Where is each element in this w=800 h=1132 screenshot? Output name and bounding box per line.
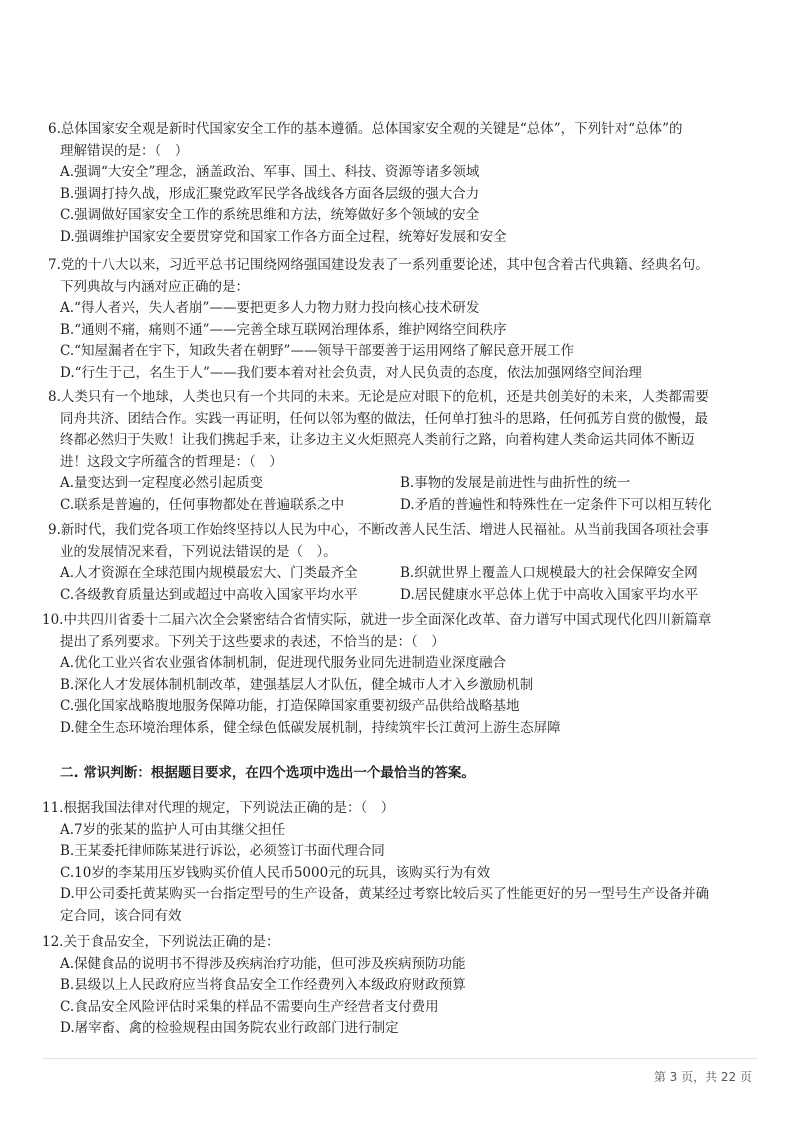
option-d: D.居民健康水平总体上优于中高收入国家平均水平 — [400, 586, 699, 603]
question-stem: 进！这段文字所蕴含的哲理是：（ ） — [60, 453, 283, 470]
option-d: D.屠宰畜、禽的检验规程由国务院农业行政部门进行制定 — [60, 1020, 399, 1036]
option-c: C.强化国家战略腹地服务保障功能，打造保障国家重要初级产品供给战略基地 — [60, 698, 520, 714]
option-a: A.强调“大安全”理念，涵盖政治、军事、国土、科技、资源等诸多领域 — [60, 164, 480, 180]
footer-divider — [42, 1058, 758, 1059]
question-stem: 7.党的十八大以来，习近平总书记围绕网络强国建设发表了一系列重要论述，其中包含着古代典籍、经典名句。 — [48, 257, 709, 273]
option-c: C.联系是普遍的，任何事物都处在普遍联系之中 — [60, 496, 345, 513]
option-a: A.优化工业兴省农业强省体制机制，促进现代服务业同先进制造业深度融合 — [60, 655, 507, 671]
option-a: A.保健食品的说明书不得涉及疾病治疗功能，但可涉及疾病预防功能 — [60, 955, 466, 972]
option-row — [42, 563, 762, 585]
question-10 — [42, 610, 762, 739]
question-8 — [42, 387, 762, 516]
option-c: C.“知屋漏者在宇下，知政失者在朝野”——领导干部要善于运用网络了解民意开展工作 — [60, 343, 574, 359]
question-stem: 8.人类只有一个地球，人类也只有一个共同的未来。无论是应对眼下的危机，还是共创美好的未来，人类都需要 — [48, 389, 709, 405]
option-b: B.织就世界上覆盖人口规模最大的社会保障安全网 — [400, 565, 698, 581]
question-6 — [42, 119, 762, 248]
option-a: A.7岁的张某的监护人可由其继父担任 — [60, 821, 286, 838]
option-b: B.强调打持久战，形成汇聚党政军民学各战线各方面各层级的强大合力 — [60, 185, 480, 202]
option-c: C.食品安全风险评估时采集的样品不需要向生产经营者支付费用 — [60, 998, 439, 1015]
option-c: C.强调做好国家安全工作的系统思维和方法，统筹做好多个领域的安全 — [60, 207, 480, 223]
option-d: D.健全生态环境治理体系，健全绿色低碳发展机制，持续筑牢长江黄河上游生态屏障 — [60, 719, 561, 736]
question-stem: 同舟共济、团结合作。实践一再证明，任何以邻为壑的做法，任何单打独斗的思路，任何孤芳自赏的傲慢，最 — [60, 410, 708, 427]
question-stem: 6.总体国家安全观是新时代国家安全工作的基本遵循。总体国家安全观的关键是“总体”，下列针对“总体”的 — [48, 121, 683, 137]
question-11 — [42, 798, 762, 927]
option-row — [42, 495, 762, 517]
page-number: 第 3 页，共 22 页 — [653, 1070, 752, 1084]
option-d-continued: 定合同，该合同有效 — [60, 907, 182, 924]
option-d: D.强调维护国家安全要贯穿党和国家工作各方面全过程，统筹好发展和安全 — [60, 228, 507, 245]
section-heading: 二. 常识判断：根据题目要求，在四个选项中选出一个最恰当的答案。 — [60, 765, 475, 781]
question-stem: 终都必然归于失败！让我们携起手来，让多边主义火炬照亮人类前行之路，向着构建人类命运共同体不断迈 — [60, 432, 695, 448]
question-stem: 9.新时代，我们党各项工作始终坚持以人民为中心，不断改善人民生活、增进人民福祉。从当前我国各项社会事 — [48, 522, 709, 538]
option-d: D.甲公司委托黄某购买一台指定型号的生产设备，黄某经过考察比较后买了性能更好的另一型号生产设备并确 — [60, 886, 710, 902]
question-12 — [42, 932, 762, 1040]
option-a: A.量变达到一定程度必然引起质变 — [60, 475, 264, 491]
question-stem: 10.中共四川省委十二届六次全会紧密结合省情实际，就进一步全面深化改革、奋力谱写中国式现代化四川新篇章 — [42, 612, 712, 628]
option-b: B.深化人才发展体制机制改革，建强基层人才队伍，健全城市人才入乡激励机制 — [60, 676, 534, 693]
question-stem: 提出了系列要求。下列关于这些要求的表述，不恰当的是：（ ） — [60, 633, 445, 650]
option-c: C.各级教育质量达到或超过中高收入国家平均水平 — [60, 586, 358, 603]
option-a: A.人才资源在全球范围内规模最宏大、门类最齐全 — [60, 565, 358, 581]
option-a: A.“得人者兴，失人者崩”——要把更多人力物力财力投向核心技术研发 — [60, 300, 480, 316]
question-9 — [42, 520, 762, 606]
option-row — [42, 585, 762, 607]
question-stem: 12.关于食品安全，下列说法正确的是： — [42, 934, 280, 950]
option-b: B.县级以上人民政府应当将食品安全工作经费列入本级政府财政预算 — [60, 977, 466, 993]
question-7 — [42, 255, 762, 384]
question-stem: 业的发展情况来看，下列说法错误的是（ ）。 — [60, 543, 337, 560]
option-c: C.10岁的李某用压岁钱购买价值人民币5000元的玩具，该购买行为有效 — [60, 864, 491, 881]
option-b: B.“通则不痛，痛则不通”——完善全球互联网治理体系，维护网络空间秩序 — [60, 321, 507, 338]
question-stem: 11.根据我国法律对代理的规定，下列说法正确的是：（ ） — [42, 800, 395, 816]
question-stem: 理解错误的是：（ ） — [60, 142, 189, 159]
option-b: B.王某委托律师陈某进行诉讼，必须签订书面代理合同 — [60, 843, 385, 859]
question-stem: 下列典故与内涵对应正确的是： — [60, 278, 249, 295]
option-b: B.事物的发展是前进性与曲折性的统一 — [400, 475, 631, 491]
option-d: D.“行生于己，名生于人”——我们要本着对社会负责，对人民负责的态度，依法加强网络空间治理 — [60, 364, 642, 381]
option-d: D.矛盾的普遍性和特殊性在一定条件下可以相互转化 — [400, 496, 712, 513]
option-row — [42, 473, 762, 495]
